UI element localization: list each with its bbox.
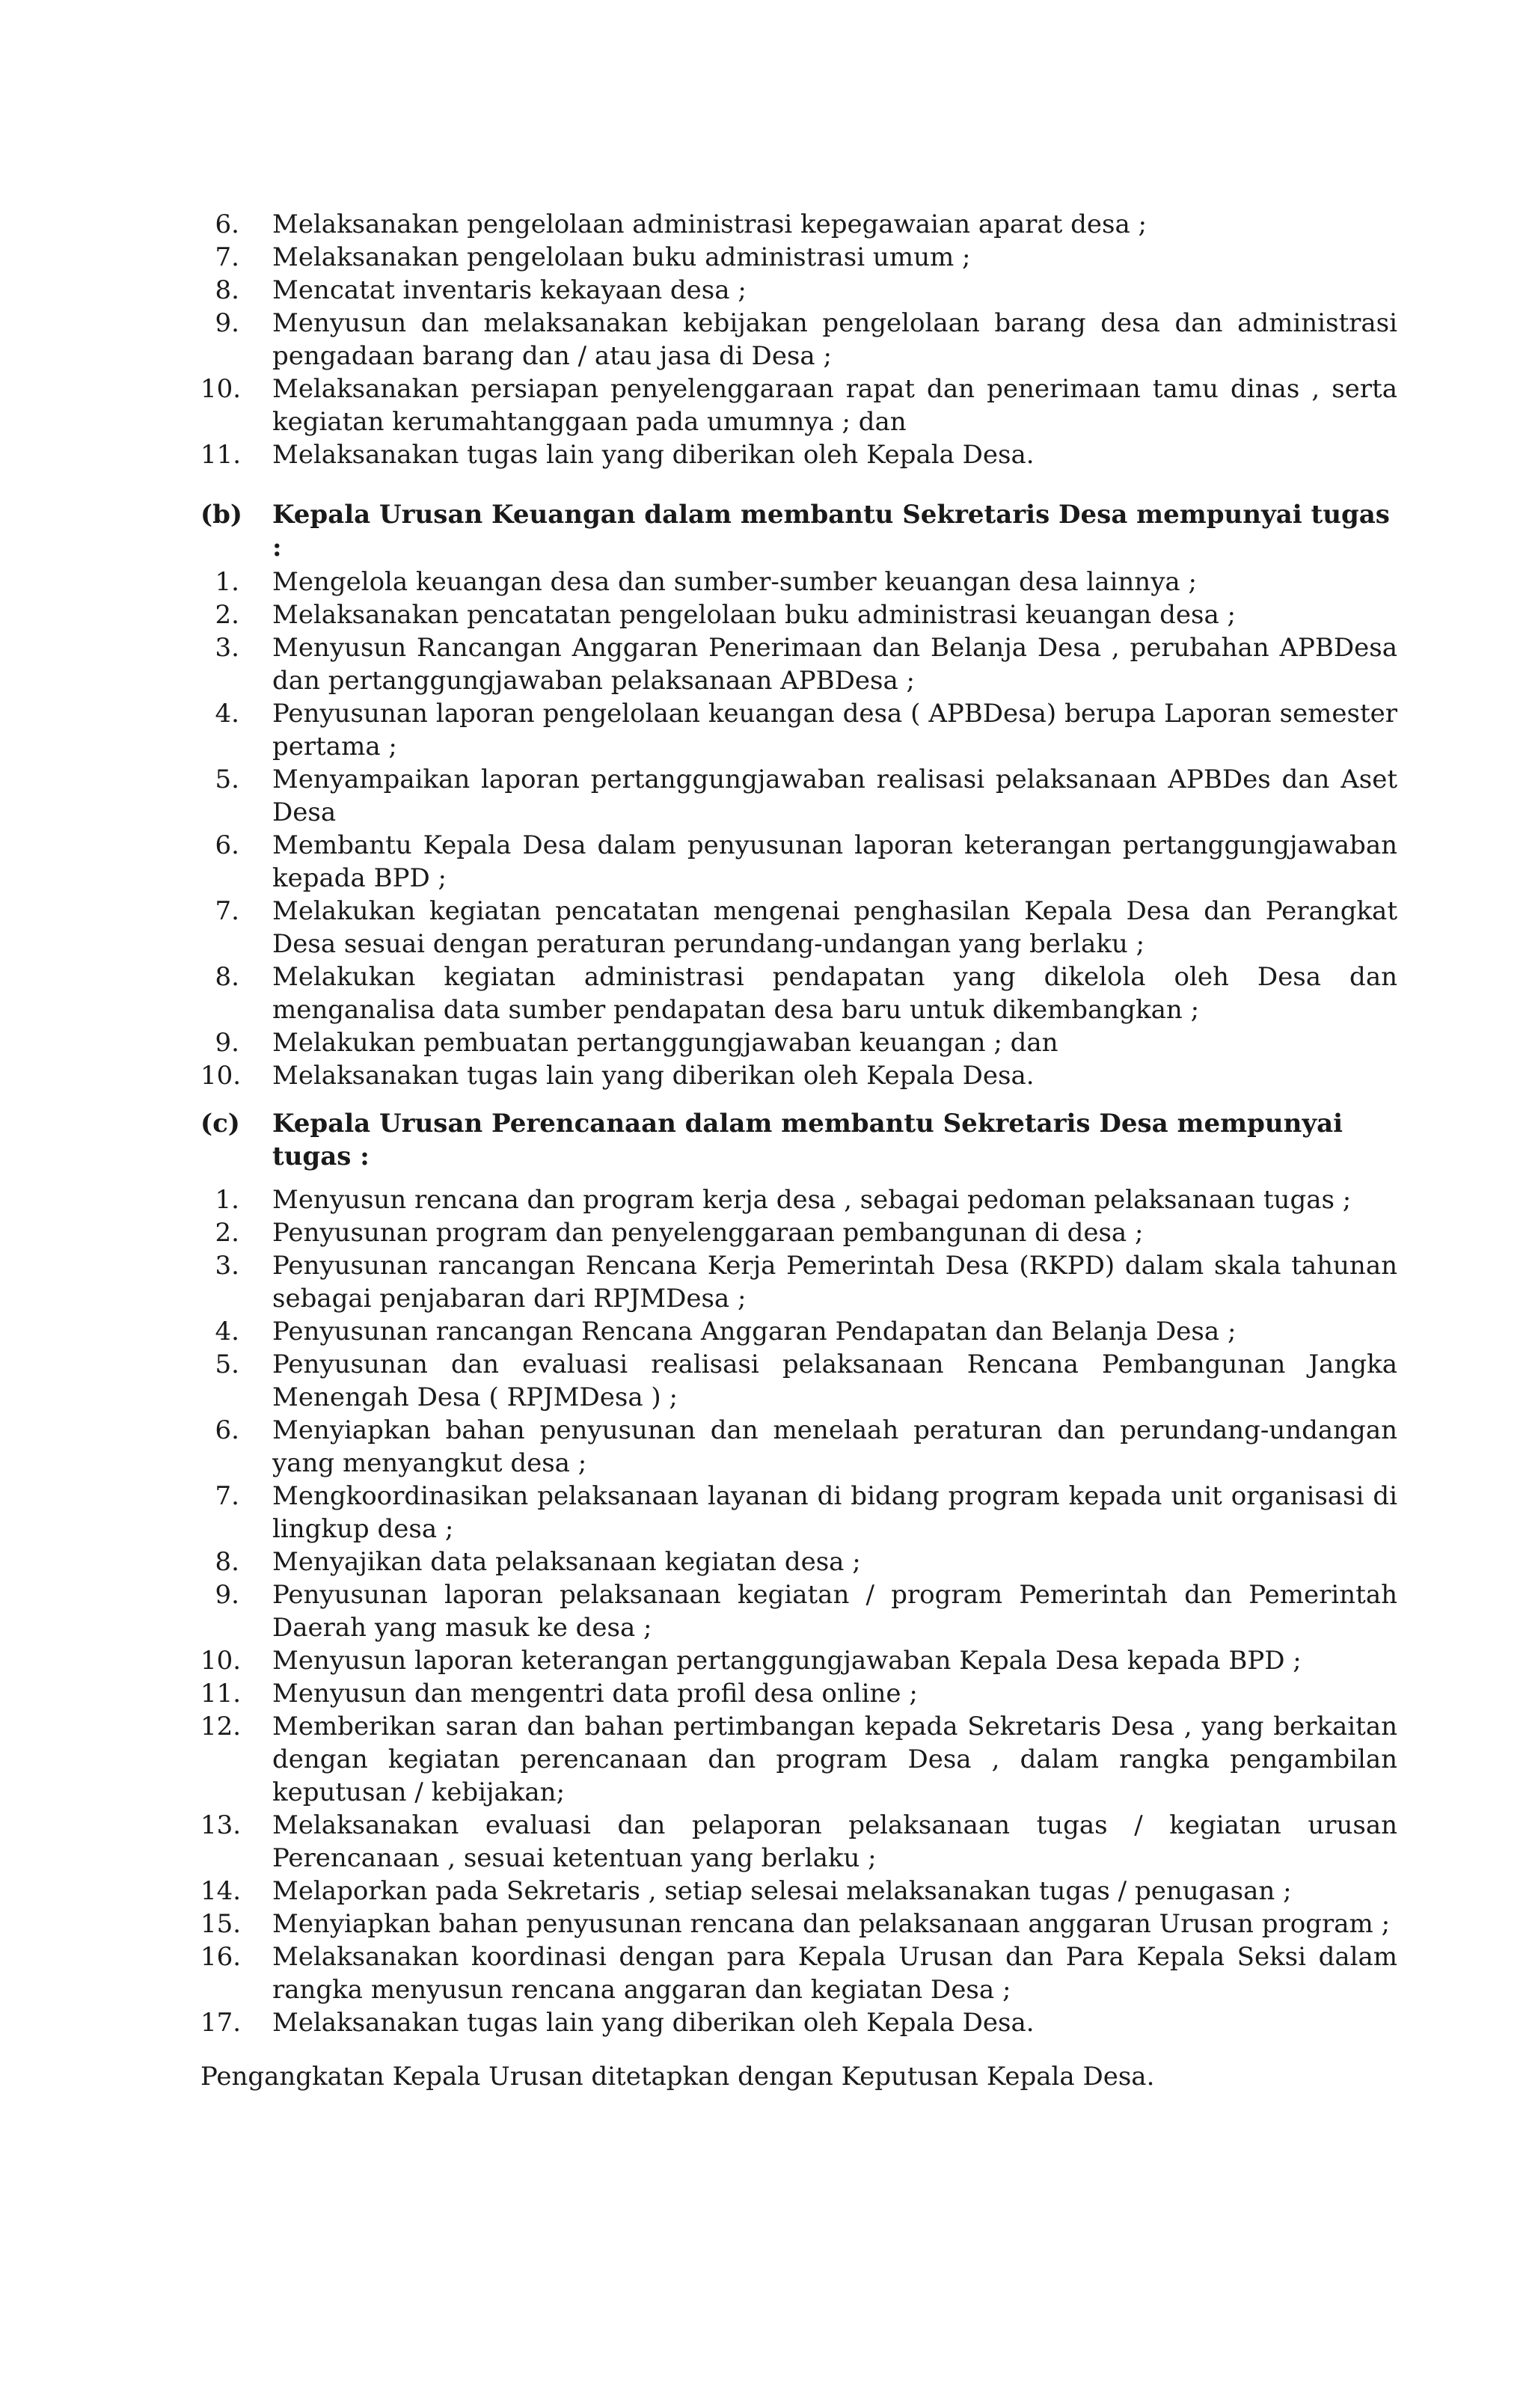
item-number: 1. bbox=[215, 567, 239, 597]
item-text: Menyusun laporan keterangan pertanggungjawaban Kepala Desa kepada BPD ; bbox=[272, 1646, 1302, 1676]
list-item bbox=[200, 241, 1397, 274]
list-item bbox=[200, 829, 1397, 895]
item-text: Mengelola keuangan desa dan sumber-sumber keuangan desa lainnya ; bbox=[272, 567, 1197, 597]
list-item bbox=[200, 631, 1397, 697]
item-number: 2. bbox=[215, 600, 239, 630]
list-item bbox=[200, 1348, 1397, 1414]
list-item bbox=[200, 1216, 1397, 1249]
item-text: Menyusun dan mengentri data profil desa online ; bbox=[272, 1679, 918, 1709]
item-text: Penyusunan program dan penyelenggaraan pembangunan di desa ; bbox=[272, 1218, 1144, 1248]
list-item bbox=[200, 961, 1397, 1026]
item-text: Penyusunan laporan pelaksanaan kegiatan / program Pemerintah dan Pemerintah Daerah yang masuk ke desa ; bbox=[272, 1580, 1397, 1643]
item-text: Melakukan kegiatan administrasi pendapatan yang dikelola oleh Desa dan menganalisa data sumber pendapatan desa baru untuk dikembangkan ; bbox=[272, 962, 1397, 1025]
list-item bbox=[200, 697, 1397, 763]
section-c-heading bbox=[200, 1107, 1397, 1173]
list-item bbox=[200, 2006, 1397, 2039]
list-item bbox=[200, 1908, 1397, 1940]
list-item bbox=[200, 373, 1397, 438]
item-number: 14. bbox=[200, 1876, 242, 1906]
item-number: 9. bbox=[215, 1580, 239, 1610]
item-text: Menyusun rencana dan program kerja desa , sebagai pedoman pelaksanaan tugas ; bbox=[272, 1185, 1352, 1215]
list-item bbox=[200, 763, 1397, 829]
item-number: 8. bbox=[215, 275, 239, 305]
document-body bbox=[200, 208, 1397, 2119]
item-number: 6. bbox=[215, 830, 239, 860]
item-text: Melaksanakan tugas lain yang diberikan oleh Kepala Desa. bbox=[272, 1061, 1035, 1091]
item-number: 1. bbox=[215, 1185, 239, 1215]
item-text: Mengkoordinasikan pelaksanaan layanan di bidang program kepada unit organisasi di lingkup desa ; bbox=[272, 1481, 1397, 1544]
list-item bbox=[200, 1249, 1397, 1315]
item-text: Melaksanakan persiapan penyelenggaraan rapat dan penerimaan tamu dinas , serta kegiatan kerumahtanggaan pada umumnya ; dan bbox=[272, 374, 1397, 437]
item-text: Penyusunan laporan pengelolaan keuangan desa ( APBDesa) berupa Laporan semester pertama ; bbox=[272, 699, 1397, 762]
list-item bbox=[200, 1183, 1397, 1216]
item-text: Penyusunan dan evaluasi realisasi pelaksanaan Rencana Pembangunan Jangka Menengah Desa ( RPJMDesa ) ; bbox=[272, 1349, 1397, 1412]
item-number: 3. bbox=[215, 633, 239, 663]
item-text: Melaporkan pada Sekretaris , setiap selesai melaksanakan tugas / penugasan ; bbox=[272, 1876, 1292, 1906]
section-b-list bbox=[200, 566, 1397, 1092]
list-item bbox=[200, 1677, 1397, 1710]
item-number: 10. bbox=[200, 1646, 242, 1676]
list-item bbox=[200, 1940, 1397, 2006]
list-item bbox=[200, 208, 1397, 241]
item-text: Penyusunan rancangan Rencana Kerja Pemerintah Desa (RKPD) dalam skala tahunan sebagai penjabaran dari RPJMDesa ; bbox=[272, 1251, 1397, 1314]
list-item bbox=[200, 895, 1397, 961]
item-number: 10. bbox=[200, 1061, 242, 1091]
item-number: 12. bbox=[200, 1712, 242, 1741]
item-text: Memberikan saran dan bahan pertimbangan kepada Sekretaris Desa , yang berkaitan dengan kegiatan perencanaan dan program Desa , dalam rangka pengambilan keputusan / kebijakan; bbox=[272, 1712, 1397, 1807]
item-text: Melakukan kegiatan pencatatan mengenai penghasilan Kepala Desa dan Perangkat Desa sesuai dengan peraturan perundang-undangan yang berlaku ; bbox=[272, 896, 1397, 959]
item-text: Melakukan pembuatan pertanggungjawaban keuangan ; dan bbox=[272, 1028, 1058, 1058]
item-text: Melaksanakan pengelolaan buku administrasi umum ; bbox=[272, 242, 971, 272]
item-text: Menyusun Rancangan Anggaran Penerimaan dan Belanja Desa , perubahan APBDesa dan pertanggungjawaban pelaksanaan APBDesa ; bbox=[272, 633, 1397, 696]
list-item bbox=[200, 566, 1397, 598]
item-number: 8. bbox=[215, 1547, 239, 1577]
item-number: 15. bbox=[200, 1909, 242, 1939]
item-number: 6. bbox=[215, 209, 239, 239]
item-number: 17. bbox=[200, 2008, 242, 2038]
item-number: 7. bbox=[215, 242, 239, 272]
list-item bbox=[200, 274, 1397, 307]
item-number: 5. bbox=[215, 765, 239, 794]
item-number: 4. bbox=[215, 699, 239, 729]
list-a-continued bbox=[200, 208, 1397, 471]
item-text: Menyiapkan bahan penyusunan rencana dan pelaksanaan anggaran Urusan program ; bbox=[272, 1909, 1391, 1939]
list-item bbox=[200, 1315, 1397, 1348]
item-number: 9. bbox=[215, 1028, 239, 1058]
closing-paragraph: Pengangkatan Kepala Urusan ditetapkan dengan Keputusan Kepala Desa. bbox=[200, 2062, 1155, 2092]
list-item bbox=[200, 1644, 1397, 1677]
section-letter: (c) bbox=[200, 1109, 240, 1139]
list-item bbox=[200, 598, 1397, 631]
list-item bbox=[200, 1059, 1397, 1092]
item-text: Mencatat inventaris kekayaan desa ; bbox=[272, 275, 747, 305]
list-item bbox=[200, 1875, 1397, 1908]
item-text: Menyiapkan bahan penyusunan dan menelaah peraturan dan perundang-undangan yang menyangkut desa ; bbox=[272, 1415, 1397, 1478]
item-text: Melaksanakan evaluasi dan pelaporan pelaksanaan tugas / kegiatan urusan Perencanaan , sesuai ketentuan yang berlaku ; bbox=[272, 1810, 1397, 1873]
item-number: 10. bbox=[200, 374, 242, 404]
item-text: Penyusunan rancangan Rencana Anggaran Pendapatan dan Belanja Desa ; bbox=[272, 1317, 1237, 1347]
item-number: 3. bbox=[215, 1251, 239, 1281]
list-item bbox=[200, 307, 1397, 373]
list-item bbox=[200, 1545, 1397, 1578]
item-number: 4. bbox=[215, 1317, 239, 1347]
item-number: 7. bbox=[215, 896, 239, 926]
section-title: Kepala Urusan Perencanaan dalam membantu Sekretaris Desa mempunyai tugas : bbox=[272, 1109, 1343, 1171]
section-letter: (b) bbox=[200, 500, 242, 530]
list-item bbox=[200, 1809, 1397, 1875]
item-number: 6. bbox=[215, 1415, 239, 1445]
list-item bbox=[200, 1026, 1397, 1059]
section-title: Kepala Urusan Keuangan dalam membantu Sekretaris Desa mempunyai tugas : bbox=[272, 500, 1390, 563]
item-number: 2. bbox=[215, 1218, 239, 1248]
item-number: 5. bbox=[215, 1349, 239, 1379]
item-number: 9. bbox=[215, 308, 239, 338]
item-text: Melaksanakan koordinasi dengan para Kepala Urusan dan Para Kepala Seksi dalam rangka menyusun rencana anggaran dan kegiatan Desa ; bbox=[272, 1942, 1397, 2005]
item-text: Menyajikan data pelaksanaan kegiatan desa ; bbox=[272, 1547, 861, 1577]
list-item bbox=[200, 1710, 1397, 1809]
list-item bbox=[200, 1480, 1397, 1545]
item-number: 7. bbox=[215, 1481, 239, 1511]
item-text: Melaksanakan tugas lain yang diberikan oleh Kepala Desa. bbox=[272, 440, 1035, 470]
item-text: Melaksanakan pengelolaan administrasi kepegawaian aparat desa ; bbox=[272, 209, 1147, 239]
list-item bbox=[200, 438, 1397, 471]
item-number: 13. bbox=[200, 1810, 242, 1840]
section-b-heading bbox=[200, 498, 1397, 564]
item-text: Menyampaikan laporan pertanggungjawaban realisasi pelaksanaan APBDes dan Aset Desa bbox=[272, 765, 1397, 827]
item-text: Menyusun dan melaksanakan kebijakan pengelolaan barang desa dan administrasi pengadaan barang dan / atau jasa di Desa ; bbox=[272, 308, 1397, 371]
item-text: Membantu Kepala Desa dalam penyusunan laporan keterangan pertanggungjawaban kepada BPD ; bbox=[272, 830, 1397, 893]
item-number: 16. bbox=[200, 1942, 242, 1972]
item-number: 11. bbox=[200, 1679, 242, 1709]
item-text: Melaksanakan pencatatan pengelolaan buku administrasi keuangan desa ; bbox=[272, 600, 1236, 630]
item-number: 11. bbox=[200, 440, 242, 470]
list-item bbox=[200, 1414, 1397, 1480]
section-c-list bbox=[200, 1183, 1397, 2039]
list-item bbox=[200, 1578, 1397, 1644]
item-text: Melaksanakan tugas lain yang diberikan oleh Kepala Desa. bbox=[272, 2008, 1035, 2038]
item-number: 8. bbox=[215, 962, 239, 992]
